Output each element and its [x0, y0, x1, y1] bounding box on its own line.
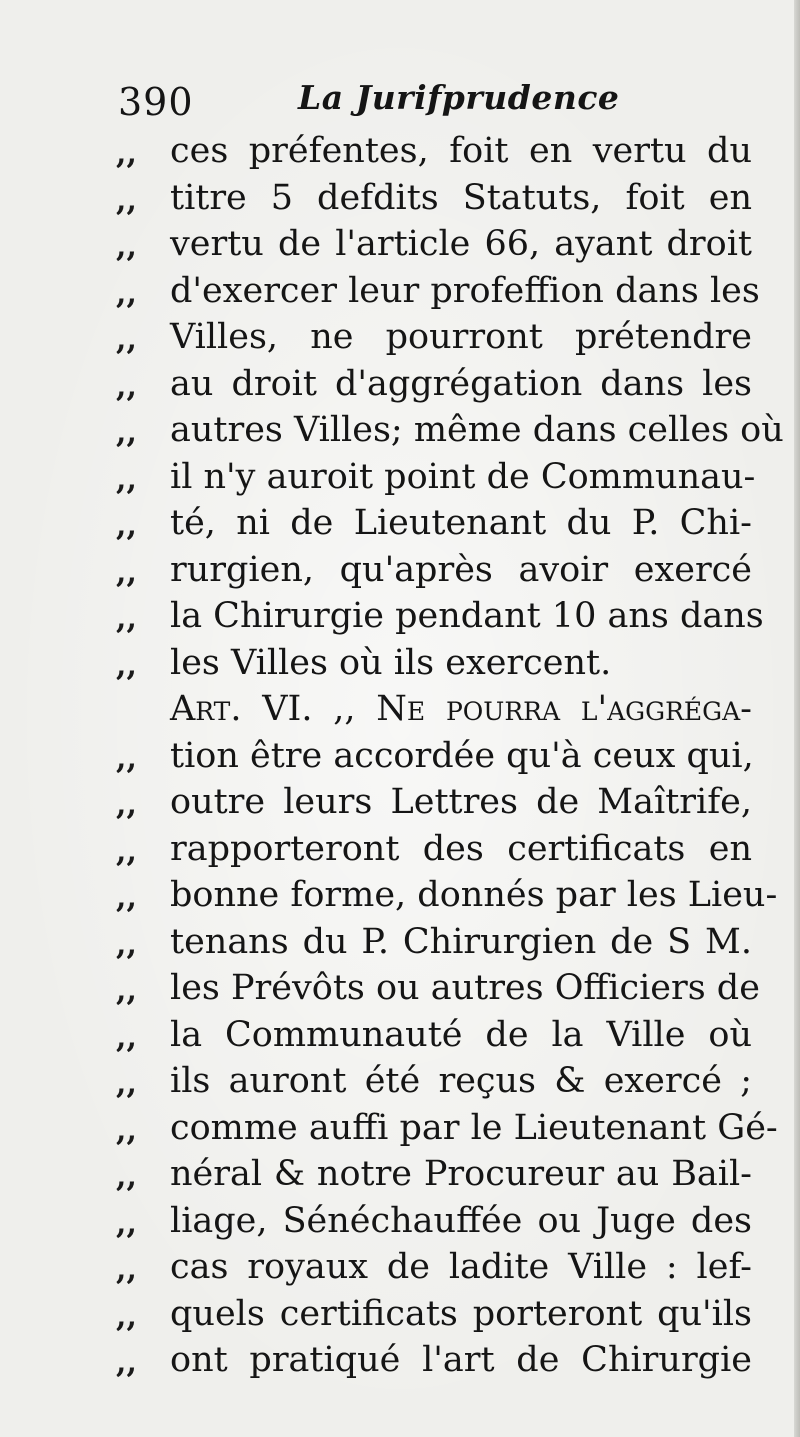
line-text: néral & notre Procureur au Bail- [170, 1154, 752, 1194]
text-line [0, 407, 800, 454]
text-line [0, 965, 800, 1012]
line-text: liage, Sénéchauffée ou Juge des [170, 1200, 752, 1241]
quote-mark: ,, [116, 833, 137, 869]
line-text: autres Villes; même dans celles où [170, 410, 784, 450]
quote-mark: ,, [116, 973, 137, 1008]
text-line [0, 268, 800, 315]
page-header [110, 74, 750, 126]
line-text: il n'y auroit point de Communau- [170, 456, 756, 497]
line-text: titre 5 defdits Statuts, foit en [170, 177, 752, 218]
text-line [0, 733, 800, 780]
line-text: rurgien, qu'après avoir exercé [170, 549, 752, 590]
line-text: rapporteront des certificats en [170, 828, 752, 869]
quote-mark: ,, [116, 1345, 137, 1380]
text-line [0, 779, 800, 826]
text-line [0, 826, 800, 873]
text-line [0, 1151, 800, 1198]
text-line [0, 1198, 800, 1245]
line-text: comme auffi par le Lieutenant Gé- [170, 1107, 778, 1148]
line-text: bonne forme, donnés par les Lieu- [170, 875, 778, 915]
line-text: ils auront été reçus & exercé ; [170, 1061, 752, 1101]
text-line [0, 1012, 800, 1059]
body-text [0, 128, 800, 1384]
quote-mark: ,, [116, 136, 137, 171]
text-line [0, 1244, 800, 1291]
quote-mark: ,, [116, 415, 137, 450]
line-text: les Villes où ils exercent. [170, 642, 612, 683]
quote-mark: ,, [116, 1298, 137, 1334]
line-text: au droit d'aggrégation dans les [170, 363, 752, 404]
line-text: quels certificats porteront qu'ils [170, 1293, 752, 1334]
text-line [0, 919, 800, 966]
quote-mark: ,, [116, 182, 137, 218]
text-line [0, 1337, 800, 1384]
quote-mark: ,, [116, 322, 137, 357]
text-line [0, 1291, 800, 1338]
quote-mark: ,, [116, 1066, 137, 1101]
text-line [0, 872, 800, 919]
line-text: té, ni de Lieutenant du P. Chi- [170, 503, 752, 543]
line-text: d'exercer leur profeffion dans les [170, 270, 760, 311]
quote-mark: ,, [116, 647, 137, 683]
quote-mark: ,, [116, 1252, 137, 1287]
running-title: La Jurifprudence [298, 78, 620, 117]
line-text: tion être accordée qu'à ceux qui, [170, 735, 754, 776]
line-text: ces préfentes, foit en vertu du [170, 131, 752, 171]
text-line [0, 547, 800, 594]
quote-mark: ,, [116, 601, 137, 636]
text-line [0, 314, 800, 361]
text-line [0, 640, 800, 687]
text-line [0, 1105, 800, 1152]
line-text: les Prévôts ou autres Officiers de [170, 968, 760, 1008]
quote-mark: ,, [116, 508, 137, 543]
text-line [0, 221, 800, 268]
text-line [0, 593, 800, 640]
quote-mark: ,, [116, 926, 137, 962]
quote-mark: ,, [116, 787, 137, 822]
quote-mark: ,, [116, 461, 137, 497]
text-line [0, 500, 800, 547]
text-line [0, 454, 800, 501]
line-text: la Chirurgie pendant 10 ans dans [170, 596, 764, 636]
quote-mark: ,, [116, 1019, 137, 1055]
page-number: 390 [118, 80, 194, 124]
quote-mark: ,, [116, 1205, 137, 1241]
line-text: ont pratiqué l'art de Chirurgie [170, 1340, 752, 1380]
text-line [0, 1058, 800, 1105]
quote-mark: ,, [116, 1112, 137, 1148]
line-text: cas royaux de ladite Ville : lef- [170, 1247, 752, 1287]
text-line [0, 175, 800, 222]
quote-mark: ,, [116, 880, 137, 915]
text-line [0, 128, 800, 175]
text-line [0, 361, 800, 408]
line-text: outre leurs Lettres de Maîtrife, [170, 782, 752, 822]
line-text: tenans du P. Chirurgien de S M. [170, 921, 752, 962]
quote-mark: ,, [116, 554, 137, 590]
line-text: Art. VI. ,, Ne pourra l'aggréga- [170, 689, 752, 729]
quote-mark: ,, [116, 1159, 137, 1194]
line-text: Villes, ne pourront prétendre [170, 317, 752, 357]
quote-mark: ,, [116, 275, 137, 311]
line-text: la Communauté de la Ville où [170, 1014, 752, 1055]
line-text: vertu de l'article 66, ayant droit [170, 224, 752, 264]
quote-mark: ,, [116, 229, 137, 264]
quote-mark: ,, [116, 740, 137, 776]
article-heading-line [0, 686, 800, 733]
quote-mark: ,, [116, 368, 137, 404]
